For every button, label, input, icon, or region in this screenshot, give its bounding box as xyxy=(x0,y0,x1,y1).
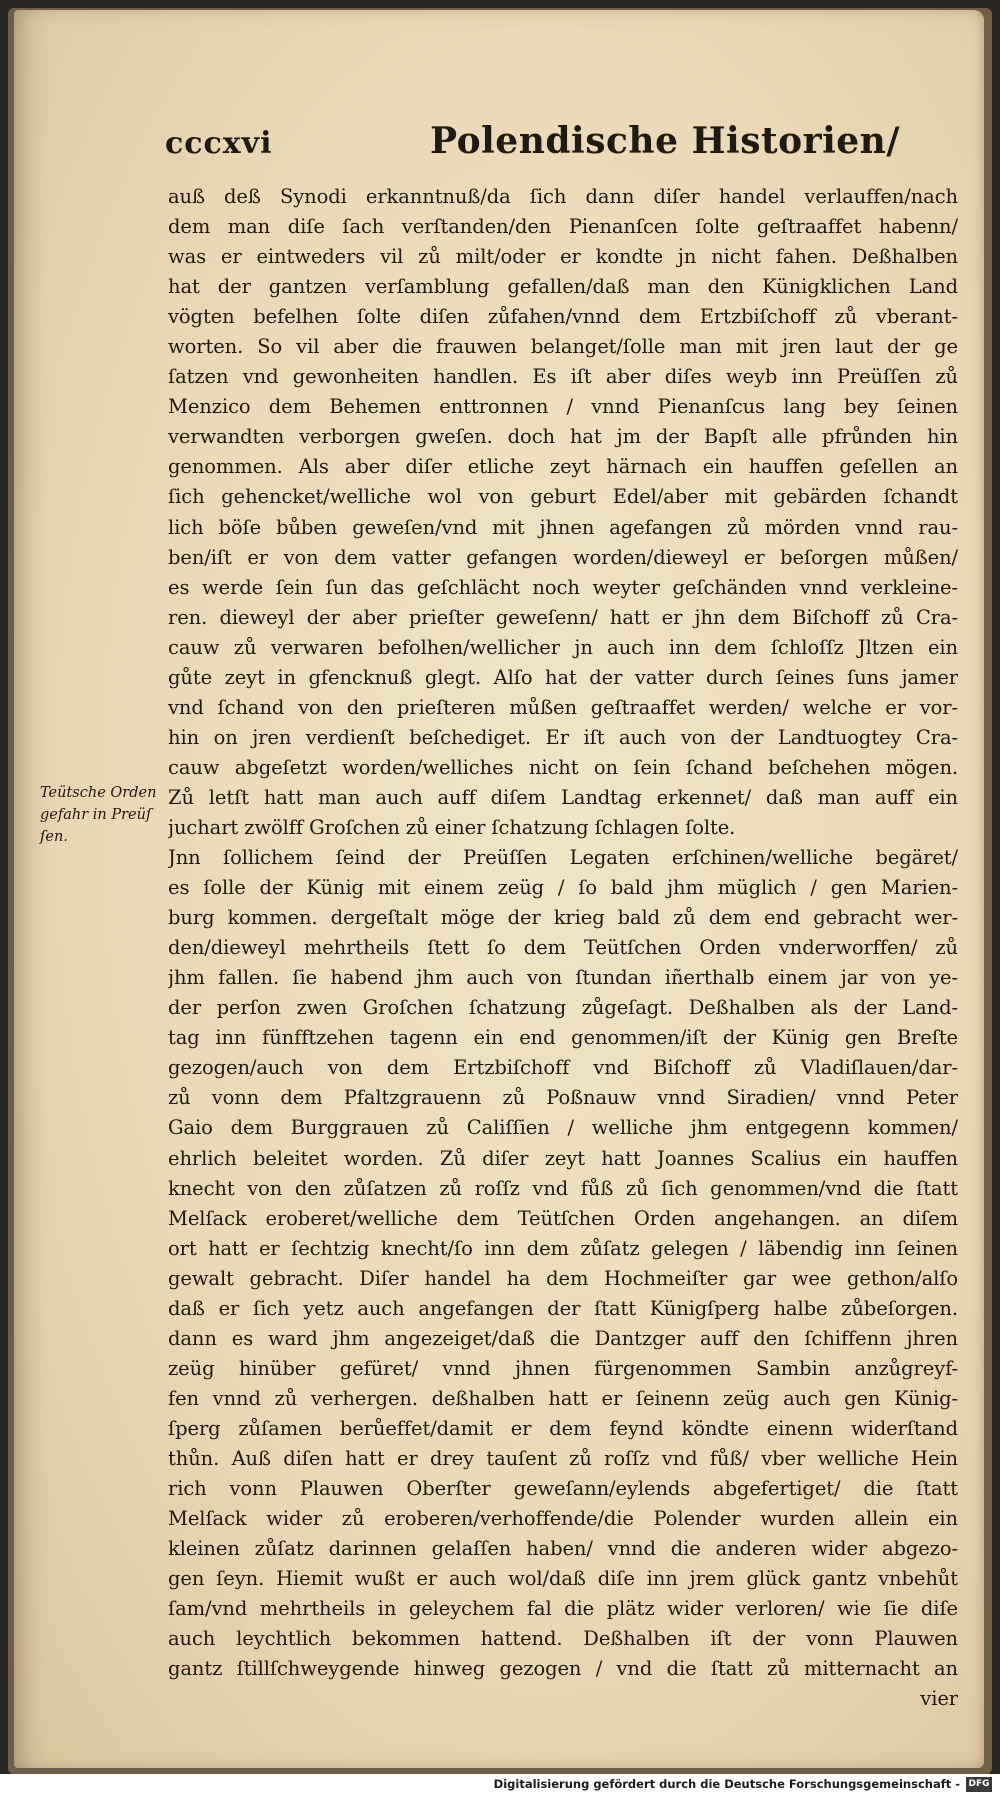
folio-number: cccxvi xyxy=(165,126,273,161)
text-line: worten. So vil aber die frauwen belanget/ſolle man mit jren laut der ge xyxy=(168,335,958,359)
margin-note-line: gefahr in Preüſ xyxy=(40,807,152,823)
text-line: dann es ward jhm angezeiget/daß die Dantzger auff den ſchiffenn jhren xyxy=(168,1326,958,1350)
text-line: lich böſe bůben geweſen/vnd mit jhnen agefangen zů mörden vnnd rau- xyxy=(168,515,958,539)
text-line: juchart zwölff Groſchen zů einer ſchatzung ſchlagen ſolte. xyxy=(168,815,736,839)
text-line: auch leychtlich bekommen hattend. Deßhalben iſt der vonn Plauwen xyxy=(168,1627,958,1651)
text-line: Menzico dem Behemen enttronnen / vnnd Pienanſcus lang bey ſeinen xyxy=(168,395,958,419)
text-line: tag inn fünfftzehen tagenn ein end genommen/iſt der Künig gen Breſte xyxy=(168,1026,958,1050)
footer-bar xyxy=(0,1774,1000,1796)
text-line: genommen. Als aber diſer etliche zeyt härnach ein hauffen geſellen an xyxy=(168,455,958,479)
text-line: ſperg zůſamen berůeffet/damit er dem feynd köndte einenn widerſtand xyxy=(168,1416,958,1440)
text-line: gůte zeyt in gfencknuß glegt. Alſo hat der vatter durch ſeines ſuns jamer xyxy=(168,665,958,689)
running-title: Polendische Historien/ xyxy=(430,120,900,162)
text-line: was er eintweders vil zů milt/oder er kondte jn nicht fahen. Deßhalben xyxy=(168,245,958,269)
text-line: gewalt gebracht. Diſer handel ha dem Hochmeiſter gar wee gethon/alſo xyxy=(168,1266,958,1290)
text-line: fen vnnd zů verhergen. deßhalben hatt er ſeinenn zeüg auch gen Künig- xyxy=(168,1386,958,1410)
running-head xyxy=(165,118,955,178)
text-line: es ſolle der Künig mit einem zeüg / ſo bald jhm müglich / gen Marien- xyxy=(168,876,958,900)
body-text xyxy=(168,182,958,1714)
margin-note-line: Teütsche Orden xyxy=(40,785,157,801)
funding-credit: Digitalisierung gefördert durch die Deutsche Forschungsgemeinschaft - xyxy=(493,1777,960,1791)
dfg-logo: DFG xyxy=(966,1777,992,1792)
text-line: thůn. Auß diſen hatt er drey tauſent zů roſſz vnd fůß/ vber welliche Hein xyxy=(168,1446,958,1470)
text-line: cauw abgeſetzt worden/welliches nicht on ſein ſchand beſchehen mögen. xyxy=(168,755,958,779)
text-line: Zů letſt hatt man auch auff diſem Landtag erkennet/ daß man auff ein xyxy=(168,785,958,809)
text-line: gantz ſtillſchweygende hinweg gezogen / vnd die ſtatt zů mitternacht an xyxy=(168,1657,958,1681)
text-line: Melſack wider zů eroberen/verhoffende/die Polender wurden allein ein xyxy=(168,1507,958,1531)
text-line: ehrlich beleitet worden. Zů diſer zeyt hatt Joannes Scalius ein hauffen xyxy=(168,1146,958,1170)
text-line: auß deß Synodi erkanntnuß/da ſich dann diſer handel verlauffen/nach xyxy=(168,185,958,208)
text-line: hat der gantzen verſamblung gefallen/daß man den Künigklichen Land xyxy=(168,275,958,299)
margin-note-line: ſen. xyxy=(40,829,68,845)
text-line: rich vonn Plauwen Oberſter geweſann/eylends abgefertiget/ die ſtatt xyxy=(168,1477,958,1501)
text-line: Jnn ſollichem ſeind der Preüſſen Legaten erſchinen/welliche begäret/ xyxy=(168,846,958,870)
text-line: zeüg hinüber gefüret/ vnnd jhnen fürgenommen Sambin anzůgreyf- xyxy=(168,1356,958,1380)
text-line: dem man diſe ſach verſtanden/den Pienanſcen ſolte geſtraaffet habenn/ xyxy=(168,215,958,239)
text-line: der perſon zwen Groſchen ſchatzung zůgeſagt. Deßhalben als der Land- xyxy=(168,996,958,1020)
text-line: verwandten verborgen gweſen. doch hat jm der Bapſt alle pfrůnden hin xyxy=(168,425,958,449)
text-line: ſam/vnd mehrtheils in geleychem fal die plätz wider verloren/ wie ſie diſe xyxy=(168,1597,958,1621)
text-line: cauw zů verwaren befolhen/wellicher jn auch inn dem ſchloſſz Jltzen ein xyxy=(168,635,958,659)
text-line: Melſack eroberet/welliche dem Teütſchen Orden angehangen. an diſem xyxy=(168,1206,958,1230)
margin-note xyxy=(40,782,170,848)
text-line: ſich gehencket/welliche wol von geburt Edel/aber mit gebärden ſchandt xyxy=(168,485,958,509)
text-line: burg kommen. dergeſtalt möge der krieg bald zů dem end gebracht wer- xyxy=(168,906,958,930)
text-line: knecht von den zůſatzen zů roſſz vnd fůß zů ſich genommen/vnd die ſtatt xyxy=(168,1176,958,1200)
text-line: daß er ſich yetz auch angefangen der ſtatt Künigſperg halbe zůbeſorgen. xyxy=(168,1296,958,1320)
text-line: es werde ſein ſun das geſchlächt noch weyter geſchänden vnnd verkleine- xyxy=(168,575,958,599)
text-line: kleinen zůſatz darinnen gelaſſen haben/ vnnd die anderen wider abgezo- xyxy=(168,1537,958,1561)
text-line: hin on jren verdienſt beſchediget. Er iſt auch von der Landtuogtey Cra- xyxy=(168,725,958,749)
text-line: vnd ſchand von den prieſteren můßen geſtraaffet werden/ welche er vor- xyxy=(168,695,958,719)
text-line: ben/iſt er von dem vatter gefangen worden/dieweyl er beſorgen můßen/ xyxy=(168,545,958,569)
text-line: Gaio dem Burggrauen zů Caliſſien / welliche jhm entgegenn kommen/ xyxy=(168,1116,958,1140)
text-line: ſatzen vnd gewonheiten handlen. Es iſt aber diſes weyb inn Preüſſen zů xyxy=(168,365,958,389)
text-line: vögten befelhen ſolte diſen zůfahen/vnnd dem Ertzbiſchoff zů vberant- xyxy=(168,305,958,329)
catchword: vier xyxy=(920,1687,958,1711)
text-line: gezogen/auch von dem Ertzbiſchoff vnd Biſchoff zů Vladiſlauen/dar- xyxy=(168,1056,958,1080)
text-line: zů vonn dem Pfaltzgrauenn zů Poßnauw vnnd Siradien/ vnnd Peter xyxy=(168,1086,958,1110)
text-line: den/dieweyl mehrtheils ſtett ſo dem Teütſchen Orden vnderworffen/ zů xyxy=(168,936,958,960)
text-line: ort hatt er ſechtzig knecht/ſo inn dem zůſatz gelegen / läbendig inn ſeinen xyxy=(168,1236,958,1260)
text-line: ren. dieweyl der aber prieſter geweſenn/ hatt er jhn dem Biſchoff zů Cra- xyxy=(168,605,958,629)
text-line: gen ſeyn. Hiemit wußt er auch wol/daß diſe inn jrem glück gantz vnbehůt xyxy=(168,1567,958,1591)
text-line: jhm fallen. ſie habend jhm auch von ſtundan iñerthalb einem jar von ye- xyxy=(168,966,958,990)
